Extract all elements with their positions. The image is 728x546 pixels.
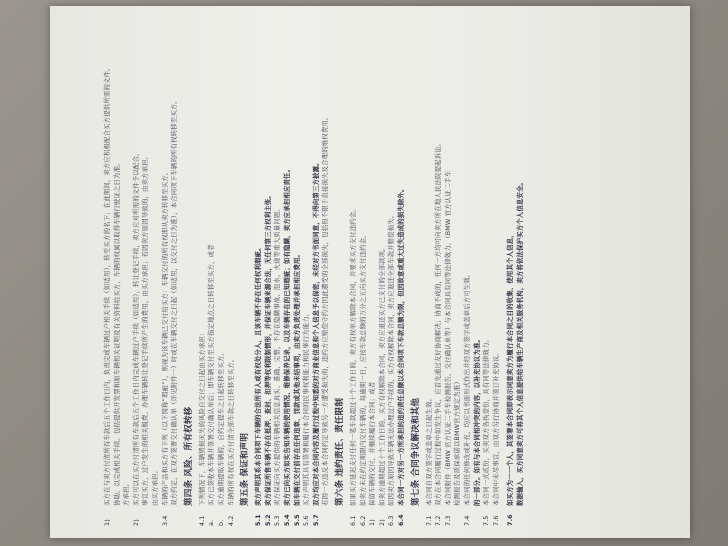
clause-number: 6.2 bbox=[358, 515, 367, 526]
clause-number: 1) bbox=[368, 519, 377, 526]
clause-text: 买方声明其具有签署和履行本合同的民事权利能力和民事行为能力。 bbox=[302, 309, 311, 506]
clause-number: 5.2 bbox=[263, 514, 272, 526]
clause-text: 双方均应对本合同内容及履行过程中知悉的对方商业信息和个人信息予以保密，未经对方书面同意，不得向第三方披露。 bbox=[311, 159, 320, 506]
clause-number: 7.6 bbox=[491, 515, 500, 526]
clause-line bbox=[507, 14, 515, 526]
clause-text: 双方在本合同履行过程中如发生争议，应首先通过友好协商解决；协商不成的，任何一方均可向卖方所在地人民法院提起诉讼。 bbox=[434, 139, 443, 506]
clause-number: 6.1 bbox=[349, 515, 357, 526]
clause-text: 卖方保证所售车辆不存在抵押、查封、扣押等权利限制情形，并保证车辆来源合法，无任何第三方权利主张。 bbox=[263, 192, 272, 506]
clause-text: 数据输入，买方同意卖方可将其个人信息提供给车辆生产商及相关服务机构，卖方将依法保护买方个人信息安全。 bbox=[516, 178, 524, 506]
clause-number: 5.4 bbox=[283, 514, 291, 526]
clause-text: 第七条 合同争议解决和其他 bbox=[410, 397, 421, 506]
clause-line bbox=[284, 14, 292, 526]
clause-text: 保留车辆的交付，并继续履行本合同；或者 bbox=[368, 381, 377, 506]
clause-text: 本合同附件（BMW 官方认证二手车检测报告、交付确认单等）与本合同具有同等法律效力。（BMW 官方认证二手车 bbox=[443, 170, 452, 506]
clause-text: 车辆的所有权在买方付清全部车款之日转移至买方。 bbox=[226, 355, 235, 506]
clause-text: 买方在与卖方付清所有车款后五个工作日内，负责完成车辆过户相关手续（如适用），转至买方的名下；在此期间，卖方应积极配合买方提供所需的文件。 bbox=[103, 64, 111, 506]
clause-number: 7.1 bbox=[424, 515, 433, 526]
clause-line bbox=[255, 14, 263, 526]
clause-text: 本合同一式贰份，买卖双方各执壹份，具有同等法律效力。 bbox=[482, 335, 491, 506]
clause-text: 车辆的产品和买方有下列（以下简称“瑕疵”），则视为该车辆已交付给买方：车辆交付的所有权即从卖方转移至买方。 bbox=[160, 168, 169, 506]
clause-line bbox=[464, 14, 472, 526]
section-heading bbox=[410, 14, 421, 526]
clause-line bbox=[388, 14, 396, 526]
clause-line bbox=[228, 14, 236, 526]
clause-text: 双方约定，在双方签署交付确认单（详见附件一）时或在车辆交付之日起（如适用，以交付之日为准），本合同项下车辆的所有权转移至买方。 bbox=[170, 97, 179, 506]
section-heading bbox=[242, 14, 250, 526]
clause-text: 本合同的任何修改或补充，均应以书面形式作出并经双方签字或盖章后方可生效。 bbox=[463, 270, 471, 506]
clause-text: 协助。以完成相关手续。包括提供开发票和原车辆相关证明及有关资料给买方，车辆的权属以取得车辆行驶证之日为准。 bbox=[112, 159, 121, 506]
clause-line bbox=[398, 14, 406, 526]
clause-number: a. bbox=[207, 519, 216, 526]
clause-line bbox=[369, 14, 377, 526]
clause-number: 7.2 bbox=[434, 515, 443, 526]
clause-text: 本合同自双方签字或盖章之日起生效。 bbox=[424, 394, 433, 506]
clause-line bbox=[142, 14, 150, 526]
clause-text: 第四条 风险、所有权转移 bbox=[183, 406, 194, 506]
clause-line bbox=[152, 14, 160, 526]
clause-line bbox=[483, 14, 491, 526]
contract-page bbox=[50, 6, 690, 538]
clause-text: 的一部分。如有与本合同相冲突的内容，以补充协议为准。 bbox=[472, 335, 481, 506]
clause-number: 7.6 bbox=[506, 514, 515, 526]
clause-text: 如买方为一一个人，其签署本合同即表示同意卖方为履行本合同之目的收集、使用其个人信息， bbox=[506, 231, 515, 506]
clause-number: 2) bbox=[131, 519, 140, 526]
clause-number: 5.1 bbox=[254, 514, 263, 526]
clause-number: 6.3 bbox=[387, 515, 396, 526]
clause-line bbox=[133, 14, 141, 526]
clause-line bbox=[517, 14, 525, 526]
clause-number: 1) bbox=[103, 519, 111, 526]
clause-line bbox=[493, 14, 501, 526]
clause-text: 本合同中未尽事宜，由双方另行协商并签订补充协议。 bbox=[491, 349, 500, 506]
clause-text: 下列情况下，车辆毁损灭失的风险自交付之日起由买方承担： bbox=[197, 329, 206, 506]
clause-number: 5.3 bbox=[273, 515, 282, 526]
clause-number: 5.7 bbox=[311, 514, 320, 526]
clause-text: 买方逾期提取车辆的，自约定提车之日起转移至买方。 bbox=[217, 349, 225, 506]
clause-line bbox=[474, 14, 482, 526]
clause-line bbox=[426, 14, 434, 526]
clause-text: 如果买方延迟支付任何一笔车款超过十个工作日的，卖方有权单方解除本合同，并要求买方支付违约金。 bbox=[349, 205, 357, 506]
clause-line bbox=[171, 14, 179, 526]
clause-number: 6.4 bbox=[397, 514, 405, 526]
clause-text: 如卖方逾期超过十个工作日的，买方有权解除本合同，卖方应退还买方已支付的全部款项。 bbox=[377, 244, 386, 506]
clause-line bbox=[274, 14, 282, 526]
clause-line bbox=[379, 14, 387, 526]
clause-line bbox=[360, 14, 368, 526]
clause-text: 如卖方未在约定期限内交付车辆的，每逾期一日，应按车款总额的万分之五向买方支付违约金。 bbox=[358, 231, 367, 506]
clause-line bbox=[218, 14, 226, 526]
clause-text: 检测报告及质保承诺以BMW官方规定为准） bbox=[453, 378, 462, 506]
clause-line bbox=[123, 14, 131, 526]
clause-number: b. bbox=[217, 519, 225, 526]
clause-number: 7.4 bbox=[463, 515, 471, 526]
clause-line bbox=[208, 14, 216, 526]
clause-text: 若因一方违反本合同约定导致另一方遭受损失的，违约方应赔偿守约方因此遭受的全部损失，包括但不限于直接损失及合理的维权费用。 bbox=[321, 113, 330, 506]
clause-text: 如车辆在交付前存在任何违章、罚款或其他未结事项，由卖方负责处理并承担相应费用。 bbox=[292, 250, 301, 506]
clause-line bbox=[454, 14, 462, 526]
clause-line bbox=[350, 14, 358, 526]
clause-number: 7.3 bbox=[443, 515, 452, 526]
clause-text: 买方可以在买方付清所有车款后五个工作日内完成车辆过户手续（如适用），转让登记手续，卖方应对所需的文件予以配合。 bbox=[131, 149, 140, 506]
clause-text: 卖方已向买方如实告知车辆的使用情况、维修保养记录，以及车辆存在的已知瑕疵；如有隐瞒，卖方应承担相应责任。 bbox=[283, 165, 291, 506]
clause-line bbox=[114, 14, 122, 526]
clause-text: 本合同一方对另一方所承担的违约责任总额以本合同项下车款总额为限，但因故意或重大过失造成的损失除外。 bbox=[397, 185, 405, 506]
section-heading bbox=[183, 14, 194, 526]
clause-text: 卖方保证向买方提供的车辆相关信息真实、准确、完整，不存在隐瞒事故、泡水、火烧等重大质量问题。 bbox=[273, 205, 282, 506]
clause-number: 3.4 bbox=[160, 515, 169, 526]
clause-line bbox=[322, 14, 330, 526]
clause-text: 方承担。 bbox=[122, 479, 131, 506]
clause-line bbox=[104, 14, 112, 526]
clause-number: 5.6 bbox=[302, 515, 311, 526]
clause-number: 2) bbox=[377, 519, 386, 526]
clause-text: 由买方承担。 bbox=[151, 466, 159, 506]
clause-line bbox=[294, 14, 302, 526]
clause-line bbox=[265, 14, 273, 526]
clause-text: 事宜买方，过户发生的相关税费、办理车辆转让登记手续所产生的费用，由买方承担；若因卖方原因导致的，由卖方承担。 bbox=[141, 152, 150, 506]
clause-number: 4.1 bbox=[197, 515, 206, 526]
clause-text: 买方已签收本车辆并签署交付确认单后；即车辆交付至买方指定地点之日转移至买方，或者 bbox=[207, 244, 216, 506]
clause-text: 如因卖方原因导致车辆无法办理过户手续的，买方有权解除本合同，卖方应退还全部车款并赔偿损失。 bbox=[387, 211, 396, 506]
clause-text: 第五条 保证和声明 bbox=[240, 432, 251, 506]
clause-line bbox=[303, 14, 311, 526]
clause-line bbox=[162, 14, 170, 526]
clause-line bbox=[199, 14, 207, 526]
clause-text: 卖方声明其系本合同项下车辆的合法所有人或有权处分人，且该车辆不存在任何权利瑕疵。 bbox=[254, 244, 263, 506]
clause-number: 7.5 bbox=[482, 515, 491, 526]
clause-number: 4.2 bbox=[226, 515, 235, 526]
clause-line bbox=[445, 14, 453, 526]
clause-number: 5.5 bbox=[292, 514, 301, 526]
clause-line bbox=[435, 14, 443, 526]
contract-text bbox=[104, 14, 654, 526]
clause-line bbox=[313, 14, 321, 526]
clause-text: 第六条 违约责任、责任限制 bbox=[335, 397, 345, 506]
section-heading bbox=[337, 14, 345, 526]
